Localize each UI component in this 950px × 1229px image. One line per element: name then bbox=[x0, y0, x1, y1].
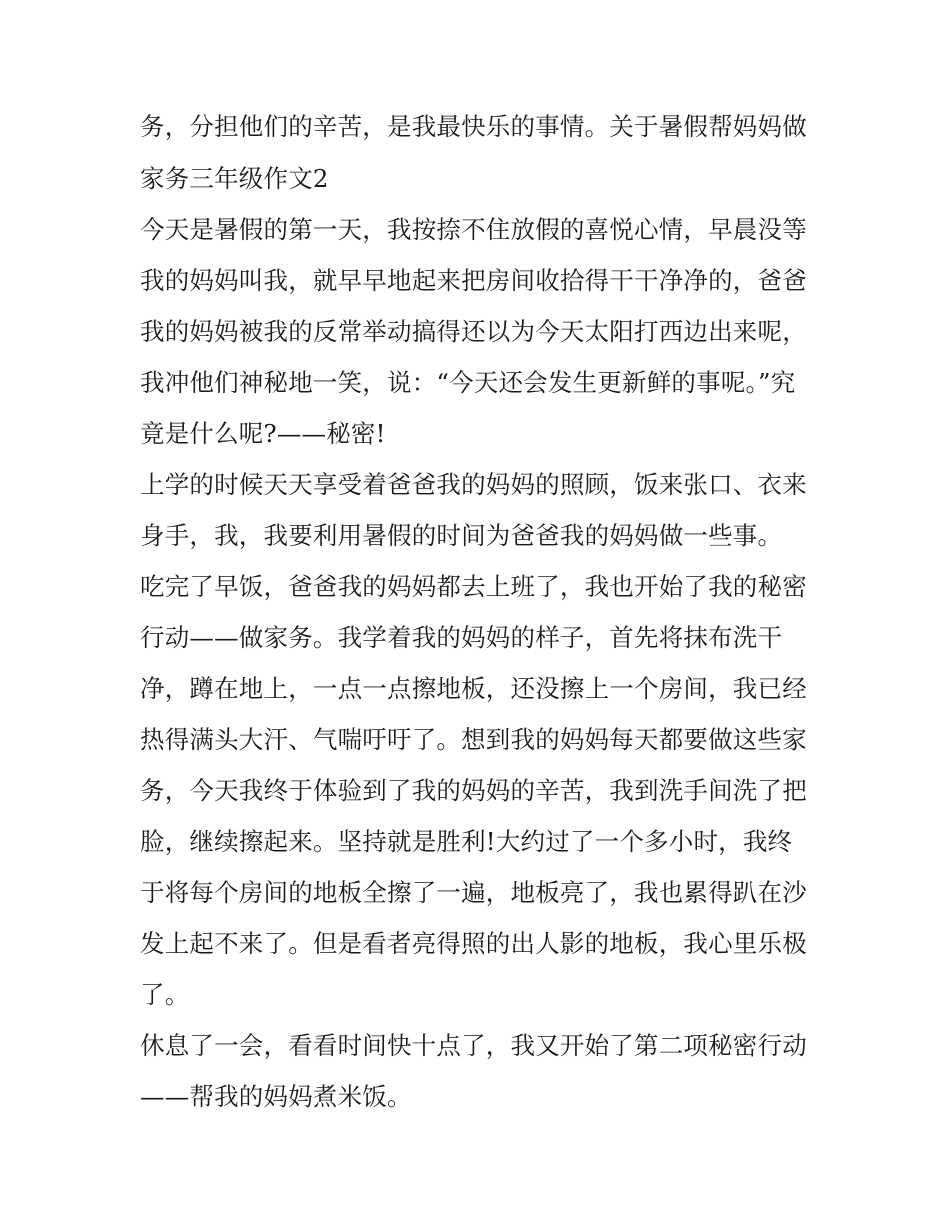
text-line: 家务三年级作文2 bbox=[140, 164, 329, 193]
text-line: 务，今天我终于体验到了我的妈妈的辛苦，我到洗手间洗了把 bbox=[140, 776, 807, 805]
text-line: 竟是什么呢?——秘密! bbox=[140, 419, 386, 448]
text-line: 今天是暑假的第一天，我按捺不住放假的喜悦心情，早晨没等 bbox=[140, 215, 807, 244]
text-line: 热得满头大汗、气喘吁吁了。想到我的妈妈每天都要做这些家 bbox=[140, 725, 807, 754]
text-line: 身手，我，我要利用暑假的时间为爸爸我的妈妈做一些事。 bbox=[140, 521, 783, 550]
text-line: 净，蹲在地上，一点一点擦地板，还没擦上一个房间，我已经 bbox=[140, 674, 807, 703]
text-line: 我的妈妈被我的反常举动搞得还以为今天太阳打西边出来呢， bbox=[140, 317, 807, 346]
text-line: 务，分担他们的辛苦，是我最快乐的事情。关于暑假帮妈妈做 bbox=[140, 112, 807, 141]
text-line: 我冲他们神秘地一笑，说：“今天还会发生更新鲜的事呢。”究 bbox=[140, 368, 796, 397]
text-line: 上学的时候天天享受着爸爸我的妈妈的照顾，饭来张口、衣来 bbox=[140, 470, 807, 499]
text-line: 发上起不来了。但是看者亮得照的出人影的地板，我心里乐极 bbox=[140, 929, 807, 958]
text-line: 我的妈妈叫我，就早早地起来把房间收拾得干干净净的，爸爸 bbox=[140, 266, 807, 295]
text-line: 行动——做家务。我学着我的妈妈的样子，首先将抹布洗干 bbox=[140, 623, 783, 652]
text-line: 吃完了早饭，爸爸我的妈妈都去上班了，我也开始了我的秘密 bbox=[140, 572, 807, 601]
text-line: 了。 bbox=[140, 980, 190, 1009]
text-line: 休息了一会，看看时间快十点了，我又开始了第二项秘密行动 bbox=[140, 1031, 807, 1060]
text-line: 于将每个房间的地板全擦了一遍，地板亮了，我也累得趴在沙 bbox=[140, 878, 807, 907]
text-line: 脸，继续擦起来。坚持就是胜利!大约过了一个多小时，我终 bbox=[140, 827, 793, 856]
text-line: ——帮我的妈妈煮米饭。 bbox=[140, 1082, 412, 1111]
